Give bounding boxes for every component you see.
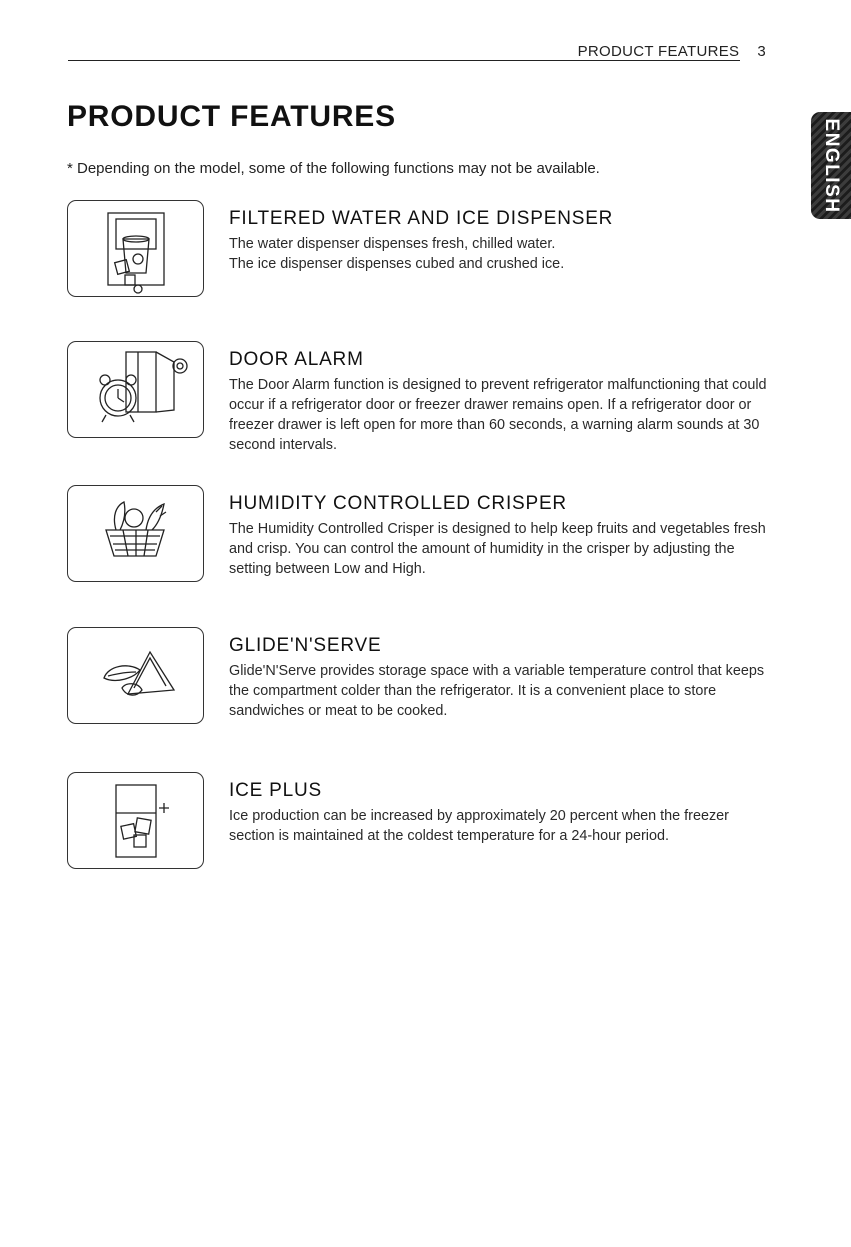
feature-description [229,519,767,579]
language-tab [811,112,851,219]
sandwich-meat-icon [67,627,204,724]
feature-title: ICE PLUS [229,780,322,801]
feature-title: FILTERED WATER AND ICE DISPENSER [229,208,614,229]
feature-description-line: Glide'N'Serve provides storage space with a variable temperature control that keeps the compartment colder than the refrigerator. It is a convenient place to store sandwiches or meat to be cooked. [229,663,765,719]
water-ice-dispenser-icon [67,200,204,297]
feature-description-line: The Humidity Controlled Crisper is designed to help keep fruits and vegetables fresh and crisp. You can control the amount of humidity in the crisper by adjusting the setting between Low and High. [229,521,766,577]
feature-description-line: The water dispenser dispenses fresh, chilled water. [229,236,556,252]
feature-description [229,661,767,721]
vegetable-basket-icon [67,485,204,582]
feature-title: HUMIDITY CONTROLLED CRISPER [229,493,567,514]
feature-description-line: The ice dispenser dispenses cubed and crushed ice. [229,256,565,272]
feature-description [229,375,767,455]
page-number: 3 [757,43,766,60]
feature-title: GLIDE'N'SERVE [229,635,382,656]
feature-description-line: Ice production can be increased by approximately 20 percent when the freezer section is maintained at the coldest temperature for a 24-hour period. [229,808,729,844]
alarm-clock-icon [67,341,204,438]
feature-description [229,806,767,846]
feature-description-line: The Door Alarm function is designed to prevent refrigerator malfunctioning that could occur if a refrigerator door or freezer drawer remains open. If a refrigerator door or freezer drawer is left open for more than 60 seconds, a warning alarm sounds at 30 second intervals. [229,377,767,453]
running-title: PRODUCT FEATURES [577,43,740,60]
feature-title: DOOR ALARM [229,349,364,370]
feature-description [229,234,767,274]
ice-cubes-icon [67,772,204,869]
page-title: PRODUCT FEATURES [67,100,396,133]
language-tab-label: ENGLISH [821,118,842,213]
availability-note: * Depending on the model, some of the following functions may not be available. [67,160,600,177]
header-rule [68,60,740,61]
running-header [578,43,766,60]
